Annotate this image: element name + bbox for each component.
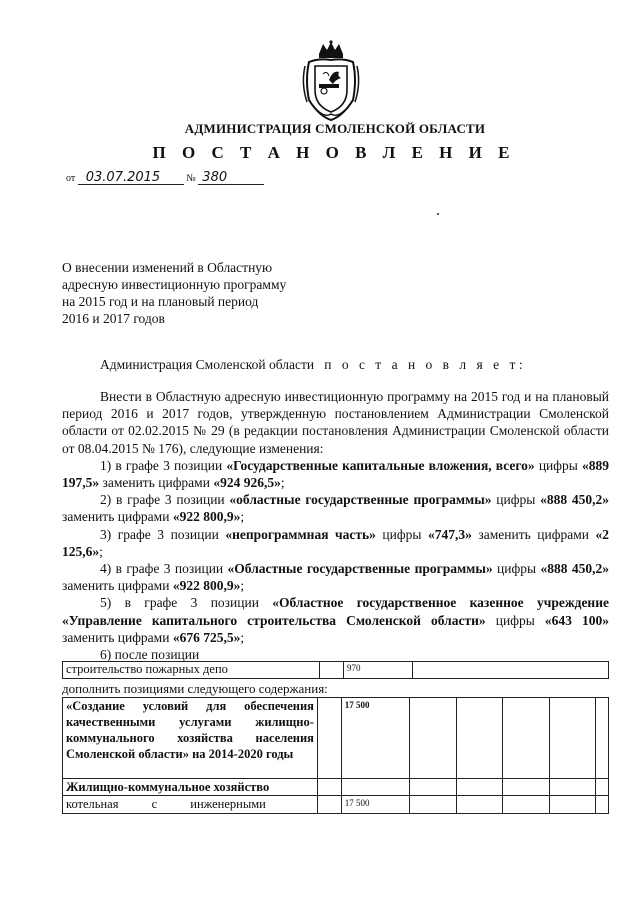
object-value: 17 500 [341,796,409,814]
table-cell [320,662,344,679]
coat-of-arms-icon [299,40,363,122]
subject-line: О внесении изменений в Областную [62,260,273,275]
table-cell [549,698,595,779]
preamble-text: Администрация Смоленской области [100,357,315,372]
new-positions-table [62,697,609,814]
number-value: 380 [198,172,264,185]
organization-name: АДМИНИСТРАЦИЯ СМОЛЕНСКОЙ ОБЛАСТИ [184,121,486,136]
table-cell [503,698,549,779]
program-name: «Создание условий для обеспечения качественными услугами жилищно-коммунального хозяйства населения Смоленской области» на 2014-2020 годы [63,698,318,779]
table-cell [410,698,456,779]
table-cell [317,698,341,779]
date-prefix: от [66,173,76,184]
position-value: 970 [344,662,413,679]
table-row [63,698,609,779]
table-cell [413,662,609,679]
position-name: строительство пожарных депо [63,662,320,679]
date-number-line [66,172,264,185]
decree-body [62,388,609,663]
subject-line: 2016 и 2017 годов [62,311,165,326]
table-cell [456,698,502,779]
table-cell [596,698,609,779]
change-item-1: 1) в графе 3 позиции «Государственные капитальные вложения, всего» цифры «889 197,5» заменить цифрами «924 926,5»; [62,457,609,491]
table-row [63,662,609,679]
preamble-action: п о с т а н о в л я е т: [324,357,527,372]
scan-speck [437,213,439,215]
add-positions-line: дополнить позициями следующего содержания: [62,681,328,696]
change-item-4: 4) в графе 3 позиции «Областные государственные программы» цифры «888 450,2» заменить цифрами «922 800,9»; [62,561,609,594]
change-item-5: 5) в графе 3 позиции «Областное государственное казенное учреждение «Управление капитального строительства Смоленской области» цифры «643 100» заменить цифрами «676 725,5»; [62,595,609,645]
preamble [100,357,526,373]
document-subject [62,259,322,327]
intro-paragraph: Внести в Областную адресную инвестиционную программу на 2015 год и на плановый период 2016 и 2017 годов, утвержденную постановлением Администрации Смоленской области от 02.02.2015 № 29 (в редакции постановления Администрации Смоленской области от 08.04.2015 № 176), следующие изменения: [62,389,609,456]
section-name: Жилищно-коммунальное хозяйство [63,779,318,796]
program-value: 17 500 [341,698,409,779]
object-name: котельная с инженерными [63,796,318,814]
date-value: 03.07.2015 [78,172,184,185]
document-type: П О С Т А Н О В Л Е Н И Е [152,143,516,162]
table-row [63,796,609,814]
change-item-6: 6) после позиции [100,647,200,663]
subject-line: на 2015 год и на плановый период [62,294,259,309]
table-row [63,779,609,796]
existing-position-table [62,661,609,679]
subject-line: адресную инвестиционную программу [62,277,287,292]
number-prefix: № [186,173,196,184]
change-item-2: 2) в графе 3 позиции «областные государственные программы» цифры «888 450,2» заменить цифрами «922 800,9»; [62,492,609,525]
change-item-3: 3) графе 3 позиции «непрограммная часть» цифры «747,3» заменить цифрами «2 125,6»; [62,526,610,559]
